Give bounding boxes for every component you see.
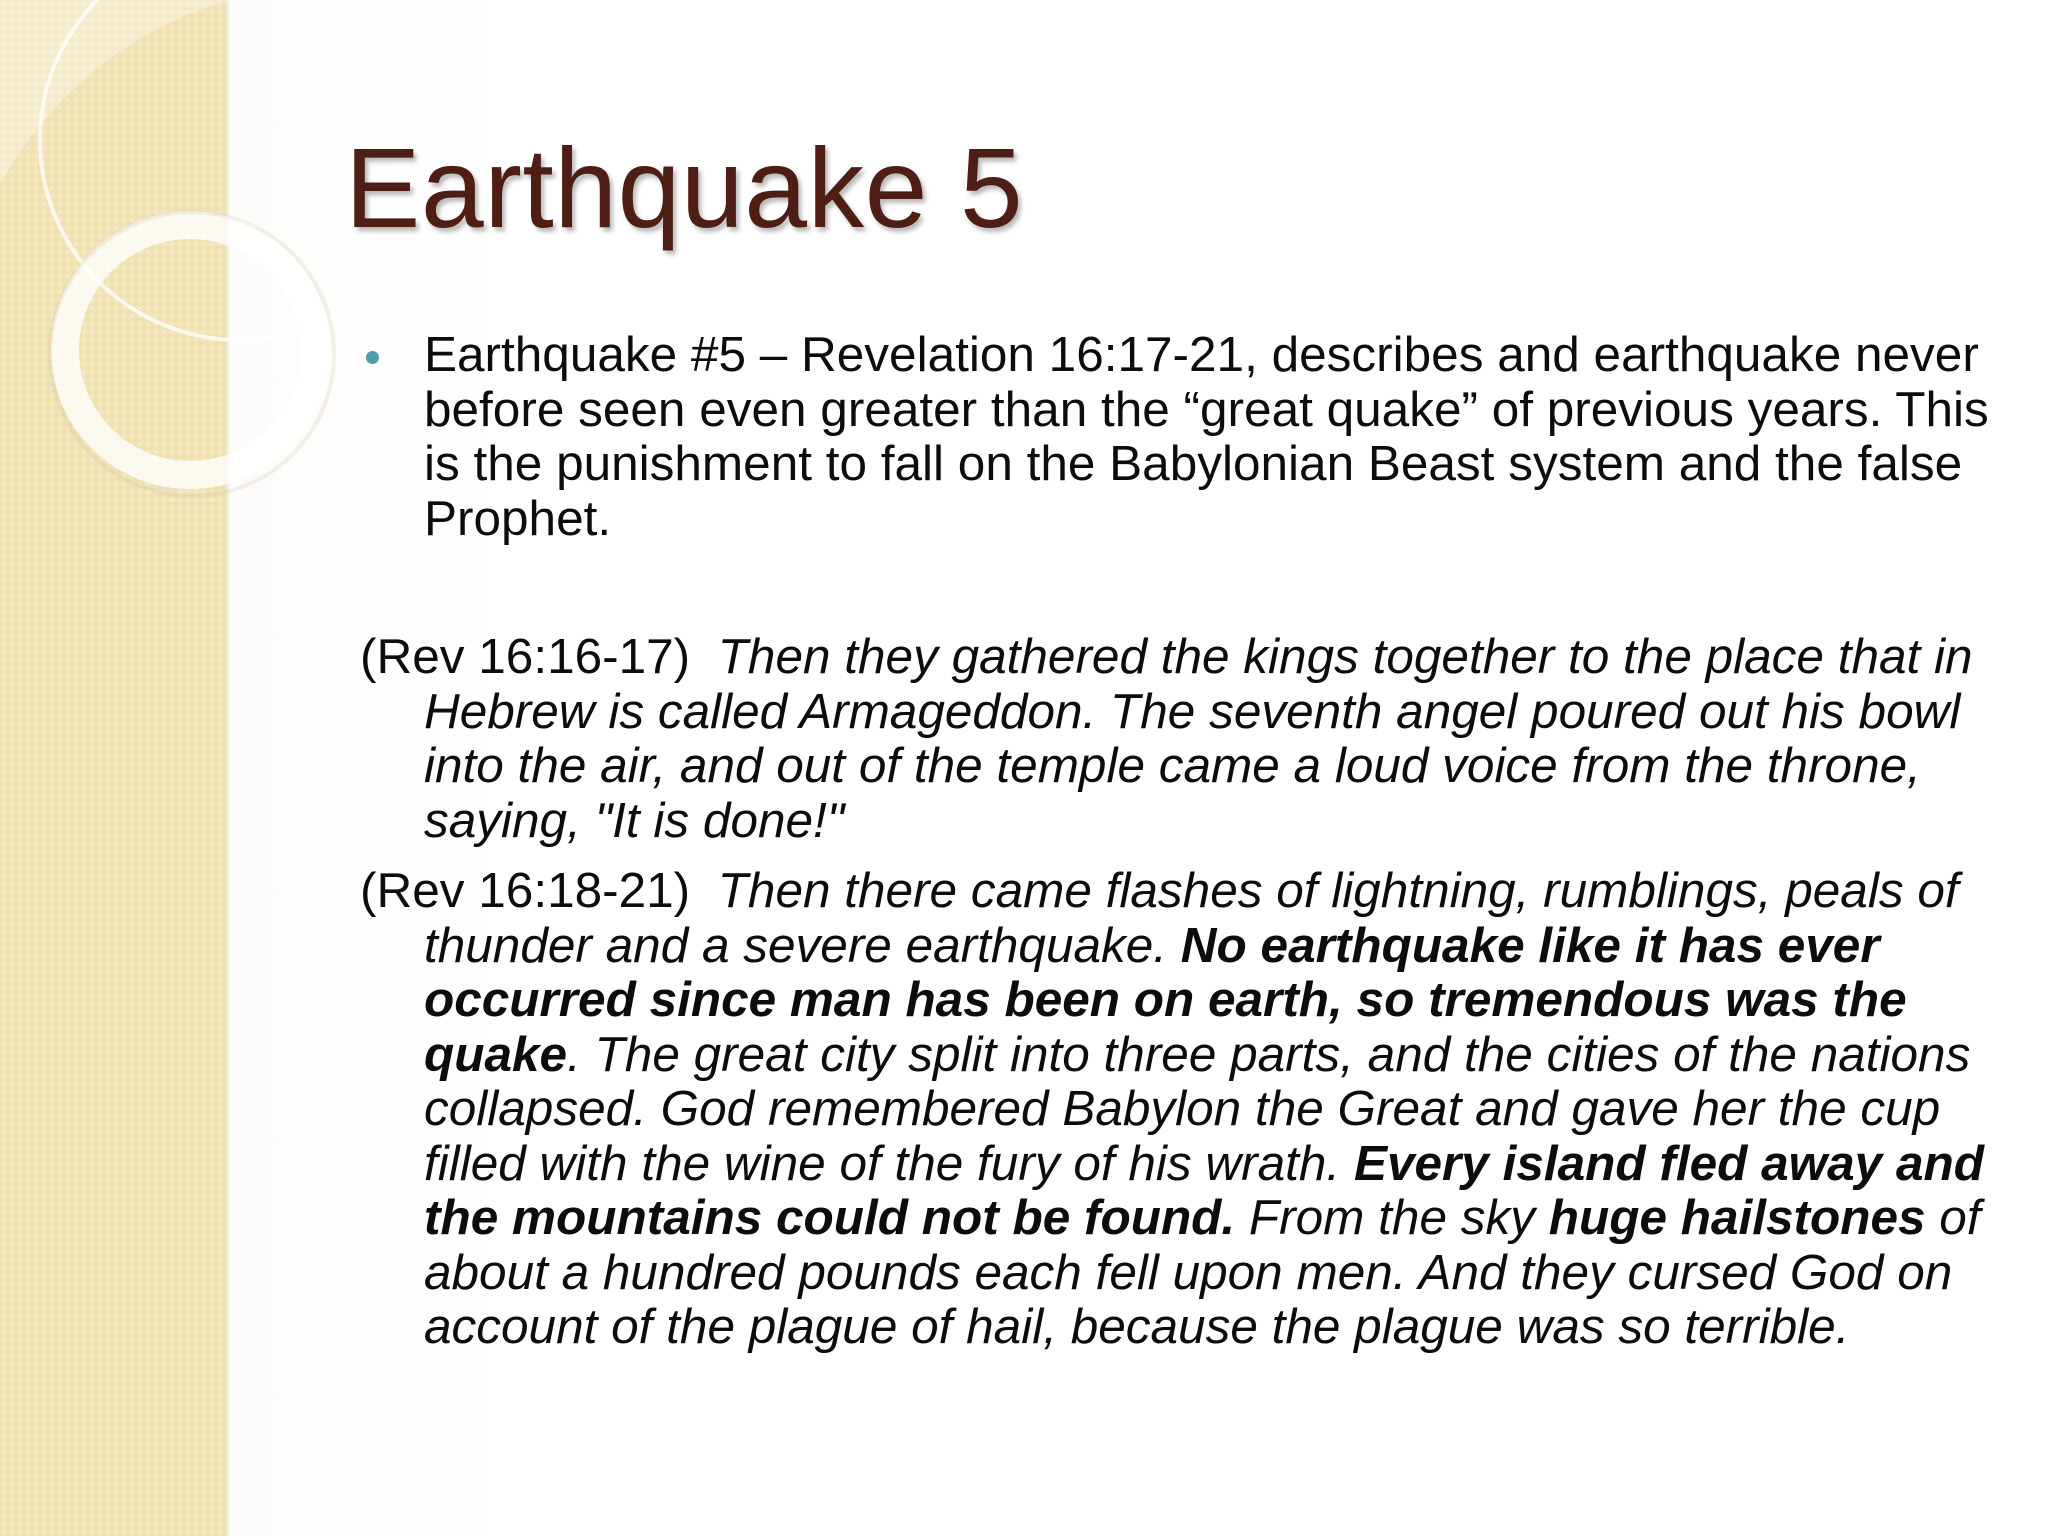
verse-emphasis: Every island fled away and the mountains could not be found. <box>424 1135 1984 1245</box>
verse-emphasis: huge hailstones <box>1548 1190 1926 1245</box>
verse-list <box>360 630 2000 1355</box>
verse-run: Then they gathered the kings together to the place that in Hebrew is called Armageddon. The seventh angel poured out his bowl into the air, and out of the temple came a loud voice from the throne, saying, "It is done!" <box>424 629 1973 848</box>
bullet-item <box>360 328 2000 546</box>
verse-paragraph <box>360 630 2000 848</box>
verse-run: of about a hundred pounds each fell upon men. And they cursed God on account of the plague of hail, because the plague was so terrible. <box>424 1190 1981 1354</box>
paragraph-spacer <box>360 546 2000 630</box>
verse-run: From the sky <box>1235 1190 1549 1245</box>
verse-emphasis: No earthquake like it has ever occurred since man has been on earth, so tremendous was the quake <box>424 917 1907 1082</box>
verse-reference: (Rev 16:16-17) <box>360 629 691 684</box>
verse-reference: (Rev 16:18-21) <box>360 863 691 918</box>
bullet-text: Earthquake #5 – Revelation 16:17-21, describes and earthquake never before seen even greater than the “great quake” of previous years. This is the punishment to fall on the Babylonian Beast system and the false Prophet. <box>424 327 1989 546</box>
deco-small-ring-shadow <box>50 212 334 496</box>
verse-paragraph <box>360 864 2000 1355</box>
verse-text <box>424 863 1984 1354</box>
verse-run: Then there came flashes of lightning, rumblings, peals of thunder and a severe earthquake. <box>424 863 1959 973</box>
deco-large-ring-fill <box>0 0 230 185</box>
slide-body <box>360 328 2000 1371</box>
slide-title: Earthquake 5 <box>345 125 1024 251</box>
deco-small-ring-outer <box>65 225 315 475</box>
verse-run: . The great city split into three parts, and the cities of the nations collapsed. God remembered Babylon the Great and gave her the cup filled with the wine of the fury of his wrath. <box>424 1026 1971 1191</box>
bullet-dot-icon <box>366 351 379 364</box>
